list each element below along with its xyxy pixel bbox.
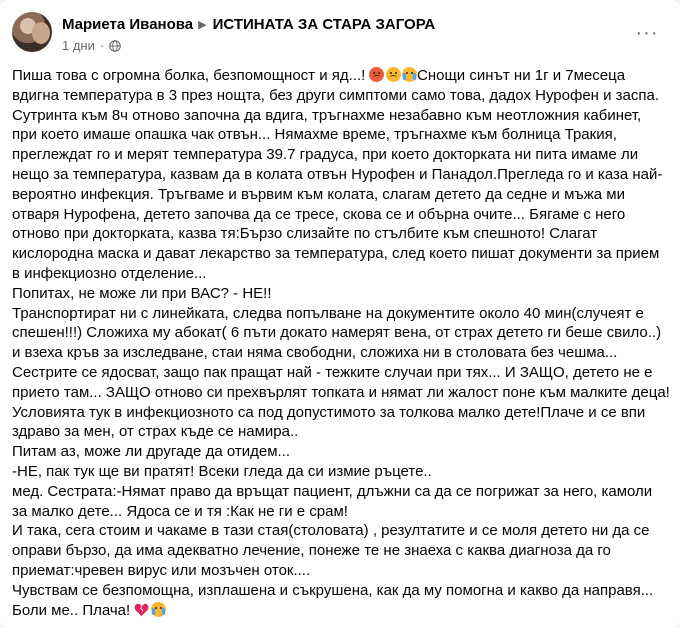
more-options-button[interactable] [632, 18, 662, 48]
globe-icon [109, 40, 121, 52]
meta-separator: · [99, 38, 105, 53]
post-paragraph-5: -НЕ, пак тук ще ви пратят! Всеки гледа да си измие ръцете.. [12, 462, 432, 480]
post-header [12, 12, 668, 62]
crying-face-icon [151, 602, 166, 617]
group-name[interactable]: ИСТИНАТА ЗА СТАРА ЗАГОРА [212, 16, 436, 33]
angry-face-icon [369, 67, 384, 82]
more-options-icon: ··· [635, 21, 659, 44]
post-paragraph-7: И така, сега стоим и чакаме в тази стая(столовата) , резултатите и се моля детето ни да се оправи бързо, да има адекватно лечение, понеже те не знаеха с каква диагноза да го приемат:чревен вирус или мозъчен оток.... [12, 522, 650, 579]
post-paragraph-3: Транспортират ни с линейката, следва попълване на документите около 40 мин(случеят е спешен!!!) Сложиха му абокат( 6 пъти докато намерят вена, от страх детето ги беше свило..) и взеха кръв за изследване, стаи няма свободни, сложиха ни в столовата без чешма... Сестрите се ядосват, защо пак пращат най - тежките случаи при тях... И ЗАЩО, детето не е прието там... ЗАЩО отново си прехвърлят топката и нямат ли жалост поне към малките деца! Условията тук в инфекциозното са под допустимото за толкова малко дете!Плаче и се впи здраво за мен, от страх къде се намира.. [12, 304, 670, 441]
paragraph-text: Снощи синът ни 1г и 7месеца вдигна температура в 3 през нощта, без други симптоми само това, дадох Нурофен и заспа. Сутринта към 8ч отново започна да вдига, тръгнахме незабавно към неотложния кабинет, при което имаше опашка чак отвън... Нямахме време, тръгнахме към болница Тракия, преглеждат го и мерят температура 39.7 градуса, при което докторката ни пита имаме ли нещо за температура, казвам да в колата отвън Нурофен и Панадол.Прегледа го и каза най-вероятно инфекция. Тръгваме и вървим към колата, слагам детето да седне и мъжа ми отваря Нурофена, детето започва да се тресе, скова се и обърна очите... Бягаме с него отново при докторката, казва тя:Бързо слизайте по стълбите към спешното! Слагат кислородна маска и дават лекарство за температура, след което пишат документи за прием в инфекциозно отделение... [12, 67, 663, 282]
post-paragraph-2: Попитах, не може ли при ВАС? - НЕ!! [12, 284, 272, 302]
post-timestamp[interactable]: 1 дни [62, 38, 95, 53]
post-paragraph-6: мед. Сестрата:-Нямат право да връщат пациент, длъжни са да се погрижат за него, камоли за малко дете... Ядоса се и тя :Как не ги е срам! [12, 482, 653, 520]
author-avatar[interactable] [12, 12, 52, 52]
post-paragraph-8: Чувствам се безпомощна, изплашена и съкрушена, как да му помогна и какво да направя... [12, 581, 654, 599]
author-line [62, 16, 435, 33]
post-paragraph-9 [12, 601, 670, 621]
post-text [12, 66, 670, 620]
frowning-face-icon [386, 67, 401, 82]
triangle-right-icon: ▶ [198, 19, 207, 31]
post-paragraph-4: Питам аз, може ли другаде да отидем... [12, 443, 291, 461]
broken-heart-icon [134, 603, 149, 617]
author-name[interactable]: Мариета Иванова [62, 16, 194, 33]
paragraph-text: Боли ме.. Плача! [12, 601, 135, 619]
post-paragraph-1 [12, 66, 670, 284]
crying-face-icon [402, 67, 417, 82]
paragraph-text: Пиша това с огромна болка, безпомощност и яд...! [12, 67, 370, 84]
post-meta [62, 38, 121, 53]
